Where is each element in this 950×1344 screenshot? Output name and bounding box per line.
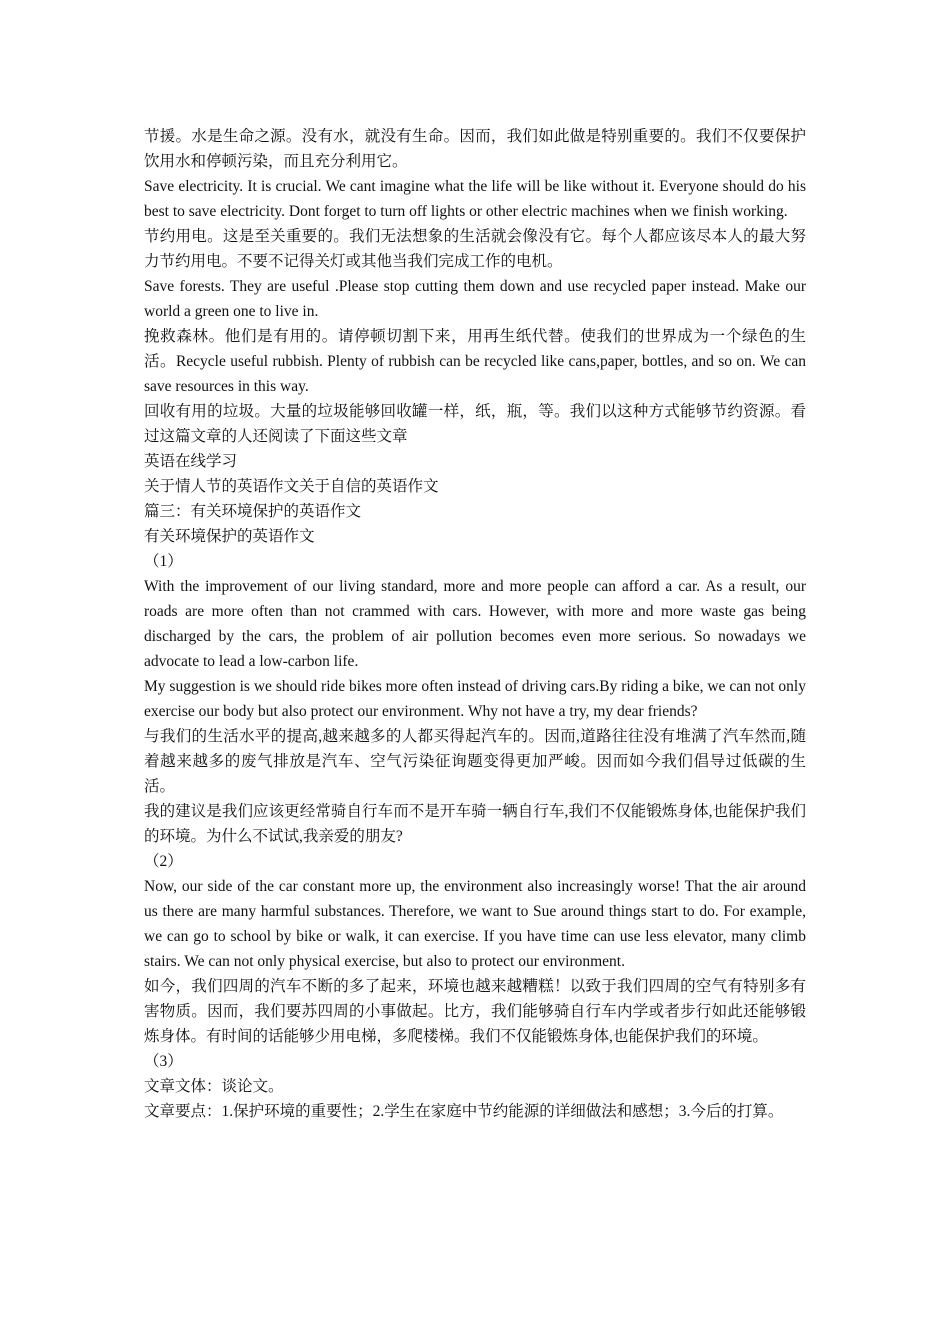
paragraph-forests-en: Save forests. They are useful .Please stop cutting them down and use recycled paper instead. Make our world a green one to live in. <box>144 278 806 320</box>
essay-number-2: （2） <box>144 853 183 870</box>
paragraph-essay1-cn: 与我们的生活水平的提高,越来越多的人都买得起汽车的。因而,道路往往没有堆满了汽车然而,随着越来越多的废气排放是汽车、空气污染征询题变得更加严峻。因而如今我们倡导过低碳的生活。 <box>144 728 806 795</box>
paragraph-recycle-cn: 回收有用的垃圾。大量的垃圾能够回收罐一样，纸，瓶，等。我们以这种方式能够节约资源。看过这篇文章的人还阅读了下面这些文章 <box>144 403 806 445</box>
paragraph-suggestion-cn: 我的建议是我们应该更经常骑自行车而不是开车骑一辆自行车,我们不仅能锻炼身体,也能保护我们的环境。为什么不试试,我亲爱的朋友? <box>144 803 806 845</box>
paragraph-essay2-en: Now, our side of the car constant more up, the environment also increasingly worse! That the air around us there are many harmful substances. Therefore, we want to Sue around things start to do. For example, we can go to school by bike or walk, it can exercise. If you have time can use less elevator, many climb stairs. We can not only physical exercise, but also to protect our environment. <box>144 878 806 970</box>
paragraph-suggestion-en: My suggestion is we should ride bikes more often instead of driving cars.By riding a bike, we can not only exercise our body but also protect our environment. Why not have a try, my dear friends? <box>144 678 806 720</box>
essay-number-1: （1） <box>144 553 183 570</box>
document-body <box>144 124 806 1124</box>
section-heading-part-three: 篇三：有关环境保护的英语作文 <box>144 503 362 520</box>
essay-title: 有关环境保护的英语作文 <box>144 528 315 545</box>
paragraph-essay2-cn: 如今，我们四周的汽车不断的多了起来，环境也越来越糟糕！以致于我们四周的空气有特别多有害物质。因而，我们要苏四周的小事做起。比方，我们能够骑自行车内学或者步行如此还能够锻炼身体。有时间的话能够少用电梯，多爬楼梯。我们不仅能锻炼身体,也能保护我们的环境。 <box>144 978 806 1045</box>
essay-genre: 文章文体：谈论文。 <box>144 1078 284 1095</box>
paragraph-electricity-en: Save electricity. It is crucial. We cant imagine what the life will be like without it. Everyone should do his best to save electricity. Dont forget to turn off lights or other electric machines when we finish working. <box>144 178 806 220</box>
link-english-online[interactable]: 英语在线学习 <box>144 453 238 470</box>
essay-number-3: （3） <box>144 1053 183 1070</box>
paragraph-essay1-en: With the improvement of our living standard, more and more people can afford a car. As a result, our roads are more often than not crammed with cars. However, with more and more waste gas being discharged by the cars, the problem of air pollution becomes even more serious. So nowadays we advocate to lead a low-carbon life. <box>144 578 806 670</box>
related-articles-line[interactable]: 关于情人节的英语作文关于自信的英语作文 <box>144 478 439 495</box>
essay-key-points: 文章要点：1.保护环境的重要性；2.学生在家庭中节约能源的详细做法和感想；3.今后的打算。 <box>144 1103 784 1120</box>
paragraph-water-cn: 节援。水是生命之源。没有水，就没有生命。因而，我们如此做是特别重要的。我们不仅要保护饮用水和停顿污染，而且充分利用它。 <box>144 128 806 170</box>
paragraph-electricity-cn: 节约用电。这是至关重要的。我们无法想象的生活就会像没有它。每个人都应该尽本人的最大努力节约用电。不要不记得关灯或其他当我们完成工作的电机。 <box>144 228 806 270</box>
paragraph-forests-cn-recycle-en: 挽救森林。他们是有用的。请停顿切割下来，用再生纸代替。使我们的世界成为一个绿色的生活。Recycle useful rubbish. Plenty of rubbish can be recycled like cans,paper, bottles, and so on. We can save resources in this way. <box>144 328 806 395</box>
